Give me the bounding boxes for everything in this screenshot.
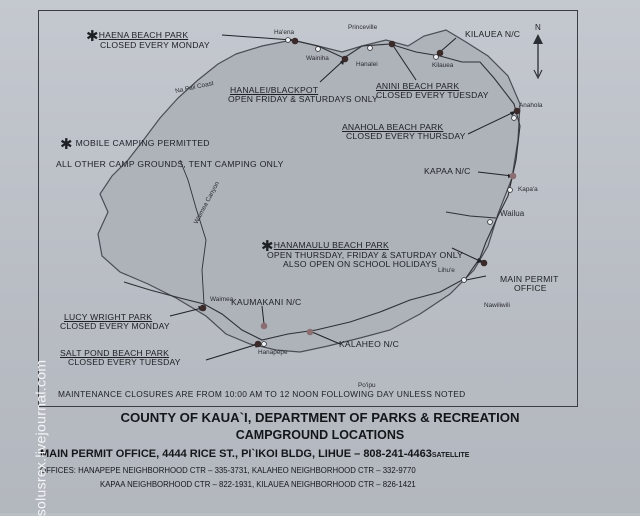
park-permit-label: MAIN PERMIT OFFICE	[500, 274, 559, 293]
marker-hanamaulu	[481, 260, 488, 267]
marker-kalaheo	[307, 329, 314, 336]
offices-line-1: OFFICES: HANAPEPE NEIGHBORHOOD CTR – 335-3731, KALAHEO NEIGHBORHOOD CTR – 332-9770	[40, 466, 416, 475]
marker-kaumakani	[261, 323, 268, 330]
marker-kapaa	[510, 173, 517, 180]
watermark: solusrex.livejournal.com	[32, 359, 49, 516]
marker-anini	[389, 41, 396, 48]
marker-lucy	[200, 305, 207, 312]
park-kilauea-label: KILAUEA N/C	[465, 29, 521, 39]
island-outline	[98, 30, 520, 352]
main-office-line: MAIN PERMIT OFFICE, 4444 RICE ST., PI`IKOI BLDG, LIHUE – 808-241-4463SATELLITE	[40, 448, 470, 460]
campground-locations-title: CAMPGROUND LOCATIONS	[235, 428, 405, 442]
town-anahola: Anahola	[519, 102, 543, 109]
napali-coast-label: Na Pali Coast	[174, 80, 215, 96]
park-saltpond-label: SALT POND BEACH PARK CLOSED EVERY TUESDAY	[60, 348, 181, 367]
town-nawiliwili: Nawiliwili	[484, 302, 510, 309]
town-hanapepe: Hanapepe	[258, 349, 288, 356]
town-kapaa: Kapa'a	[518, 186, 538, 193]
marker-hanalei	[342, 56, 349, 63]
town-wailua: Wailua	[500, 209, 525, 218]
town-kilauea: Kilauea	[432, 62, 454, 69]
town-haena: Ha'ena	[274, 29, 295, 36]
park-anahola-label: ANAHOLA BEACH PARK CLOSED EVERY THURSDAY	[342, 122, 466, 141]
tent-camping-note: ALL OTHER CAMP GROUNDS, TENT CAMPING ONLY	[56, 159, 284, 169]
park-kalaheo-label: KALAHEO N/C	[339, 339, 399, 349]
compass-letter: N	[535, 23, 541, 32]
offices-line-2: KAPAA NEIGHBORHOOD CTR – 822-1931, KILAUEA NEIGHBORHOOD CTR – 826-1421	[100, 480, 416, 489]
town-princeville: Princeville	[348, 24, 378, 31]
park-hanalei-label: HANALEI/BLACKPOT OPEN FRIDAY & SATURDAYS ONLY	[228, 85, 378, 104]
park-hanamaulu-label: ✱HANAMAULU BEACH PARK OPEN THURSDAY, FRIDAY & SATURDAY ONLY ALSO OPEN ON SCHOOL HOLIDAYS	[261, 238, 464, 269]
park-lucy-label: LUCY WRIGHT PARK CLOSED EVERY MONDAY	[60, 312, 170, 331]
town-lihue: Lihu'e	[438, 267, 455, 274]
park-kaumakani-label: KAUMAKANI N/C	[231, 297, 302, 307]
town-hanalei: Hanalei	[356, 61, 378, 68]
mobile-camping-note: ✱ MOBILE CAMPING PERMITTED	[60, 136, 210, 153]
marker-saltpond	[255, 341, 262, 348]
waimea-canyon-label: Waimea Canyon	[192, 180, 222, 226]
town-waimea: Waimea	[210, 296, 234, 303]
town-poipu: Po'ipu	[358, 382, 376, 389]
park-kapaa-label: KAPAA N/C	[424, 166, 471, 176]
park-haena-label: ✱HAENA BEACH PARK CLOSED EVERY MONDAY	[86, 28, 210, 50]
north-arrow	[533, 34, 543, 78]
town-wainiha: Wainiha	[306, 55, 329, 62]
dept-heading: COUNTY OF KAUA`I, DEPARTMENT OF PARKS & RECREATION	[120, 410, 520, 425]
park-anini-label: ANINI BEACH PARK CLOSED EVERY TUESDAY	[376, 81, 489, 100]
marker-haena	[292, 38, 299, 45]
maintenance-note: MAINTENANCE CLOSURES ARE FROM 10:00 AM TO 12 NOON FOLLOWING DAY UNLESS NOTED	[58, 389, 466, 399]
